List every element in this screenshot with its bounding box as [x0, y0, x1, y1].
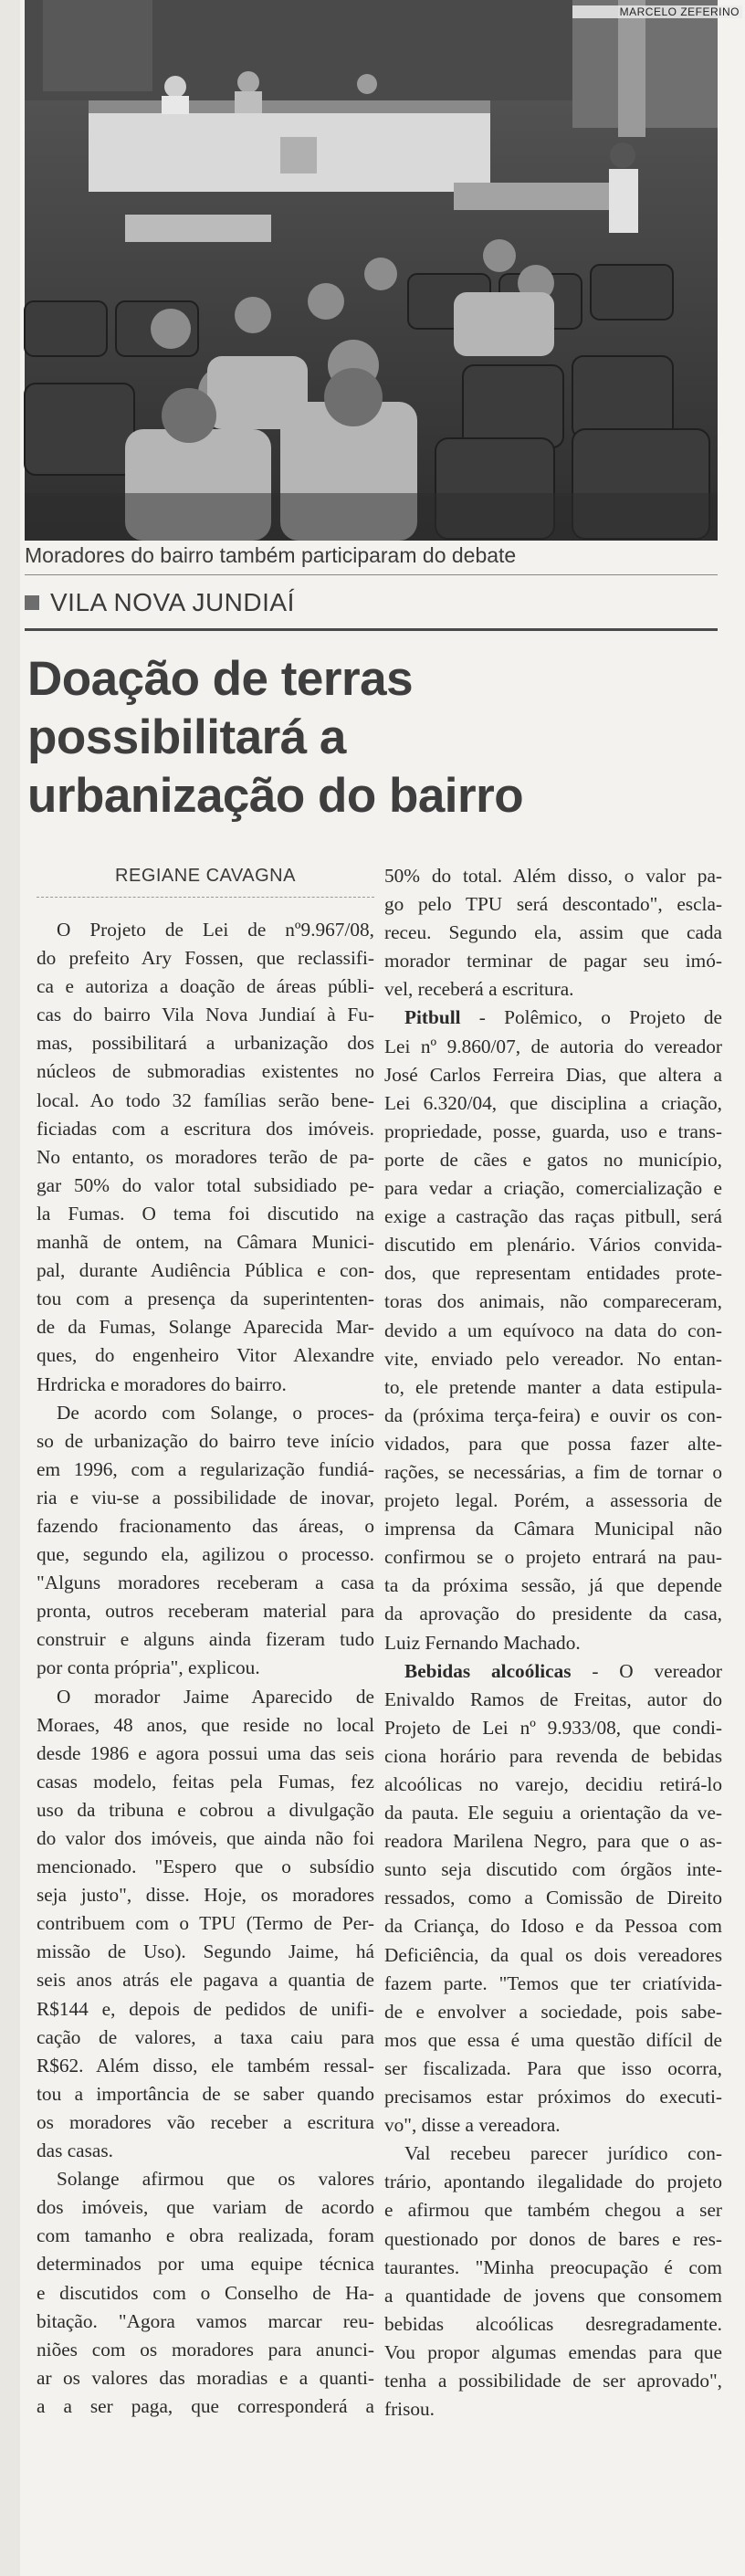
text-line: go pelo TPU será descontado", escla- [384, 893, 722, 916]
text-line: devido a um equívoco na data do con- [384, 1319, 722, 1341]
text-line: vo", disse a vereadora. [384, 2114, 561, 2137]
headline-line: Doação de terras [27, 652, 414, 706]
text-line: No entanto, os moradores terão de pa- [37, 1145, 374, 1168]
text-line: trário, apontando ilegalidade do projeto [384, 2171, 722, 2193]
text-line: receu. Segundo ela, assim que cada [384, 921, 722, 944]
text-line: fazem parte. "Temos que ter criatívida- [384, 1971, 722, 1994]
text-line: Luiz Fernando Machado. [384, 1631, 581, 1654]
text-line: das casas. [37, 2140, 113, 2162]
text-line: "Alguns moradores receberam a casa [37, 1572, 374, 1594]
text-line: dos, que representam entidades prote- [384, 1262, 722, 1285]
text-line: do prefeito Ary Fossen, que reclassifi- [37, 947, 374, 970]
text-line: núcleos de submoradias existentes no [37, 1060, 374, 1083]
text-line: Enivaldo Ramos de Freitas, autor do [384, 1688, 722, 1710]
text-line: Projeto de Lei nº 9.933/08, que condi- [384, 1716, 722, 1739]
text-line: Hrdricka e moradores do bairro. [37, 1372, 287, 1395]
text-line: 50% do total. Além disso, o valor pa- [384, 865, 722, 887]
text-line: Lei 6.320/04, que disciplina a criação, [384, 1091, 722, 1114]
text-line: dos imóveis, que variam de acordo [37, 2196, 374, 2219]
text-line: da aprovação do presidente da casa, [384, 1603, 722, 1625]
subhead-lead: Pitbull [404, 1006, 461, 1029]
text-line: construir e alguns ainda fizeram tudo [37, 1628, 374, 1651]
text-line: sunto seja discutido com órgãos inte- [384, 1858, 722, 1881]
text-line: da (próxima terça-feira) e ouvir os con- [384, 1404, 722, 1426]
text-line: por conta própria", explicou. [37, 1656, 260, 1679]
text-line: ta da próxima sessão, já que depende [384, 1574, 722, 1597]
text-line: discutido em plenário. Vários convida- [384, 1234, 722, 1256]
text-line: tou a importância de se saber quando [37, 2082, 374, 2105]
text-line: Deficiência, da qual os dois vereadores [384, 1943, 722, 1966]
text-line: determinados por uma equipe técnica [37, 2253, 374, 2276]
text-line: pronta, outros receberam material para [37, 1600, 374, 1623]
text-line: alcoólicas no varejo, decidiu retirá-lo [384, 1773, 722, 1795]
photo-caption: Moradores do bairro também participaram do debate [25, 543, 517, 567]
text-line: mos que essa é uma questão difícil de [384, 2028, 722, 2051]
text-line: seis anos atrás ele pagava a quantia de [37, 1969, 374, 1992]
text-line: cas do bairro Vila Nova Jundiaí à Fu- [37, 1004, 374, 1026]
text-line: seja justo", disse. Hoje, os moradores [37, 1884, 374, 1907]
text-line: e afirmou que também chegou a ser [384, 2199, 722, 2222]
text-line: em 1996, com a regularização fundiá- [37, 1457, 374, 1480]
text-line: cação de valores, a taxa caiu para [37, 2025, 374, 2048]
text-line: O morador Jaime Aparecido de [57, 1685, 374, 1708]
text-line: toras dos animais, não compareceram, [384, 1290, 722, 1313]
text-line: do valor dos imóveis, que ainda não foi [37, 1827, 374, 1849]
text-line: Val recebeu parecer jurídico con- [404, 2142, 722, 2165]
page-left-margin [0, 0, 20, 2576]
article-column-right [384, 862, 722, 2424]
text-line: ciona horário para revenda de bebidas [384, 1744, 722, 1767]
text-line: taurantes. "Minha preocupação é com [384, 2255, 722, 2278]
text-line: O Projeto de Lei de nº9.967/08, [57, 919, 374, 941]
article-paragraph [37, 2165, 374, 2421]
text-line: vidados, para que possa fazer alte- [384, 1432, 722, 1455]
text-line: vel, receberá a escritura. [384, 978, 574, 1001]
text-line: ser fiscalizada. Para que isso ocorra, [384, 2056, 722, 2079]
text-line [384, 1004, 722, 1032]
text-line: precisamos estar próximos do executi- [384, 2086, 722, 2108]
text-line: ria e viu-se a possibilidade de inovar, [37, 1486, 374, 1509]
text-line: frisou. [384, 2398, 435, 2421]
section-header [25, 586, 718, 619]
divider [25, 628, 718, 631]
text-line: mencionado. "Espero que o subsídio [37, 1856, 374, 1878]
text-line: casas modelo, feitas pela Fumas, fez [37, 1770, 374, 1793]
text-line: contribuem com o TPU (Termo de Per- [37, 1912, 374, 1935]
text-line: la Fumas. O tema foi discutido na [37, 1202, 374, 1225]
text-line: propriedade, posse, guarda, uso e trans- [384, 1120, 722, 1142]
headline-line: possibilitará a [27, 710, 346, 764]
text-line: missão de Uso). Segundo Jaime, há [37, 1940, 374, 1963]
text-line: ques, do engenheiro Vitor Alexandre [37, 1344, 374, 1367]
text-line: manhã de ontem, na Câmara Munici- [37, 1231, 374, 1254]
text-line: to, ele pretende manter a data estipula- [384, 1375, 722, 1398]
text-line: da Criança, do Idoso e da Pessoa com [384, 1915, 722, 1938]
article-paragraph [384, 862, 722, 1004]
text-line: morador terminar de pagar seu imó- [384, 950, 722, 973]
divider [37, 897, 374, 898]
text-line: questionado por donos de bares e res- [384, 2227, 722, 2250]
text-line: Moraes, 48 anos, que reside no local [37, 1713, 374, 1736]
text-line: ca e autoriza a doação de áreas públi- [37, 975, 374, 998]
subhead-continuation: - Polêmico, o Projeto de [460, 1006, 722, 1029]
section-label: VILA NOVA JUNDIAÍ [50, 588, 295, 616]
article-column-left [37, 916, 374, 2421]
text-line: tenha a possibilidade de ser aprovado", [384, 2369, 722, 2392]
text-line: gar 50% do valor total subsidiado pe- [37, 1173, 374, 1196]
text-line: mas, possibilitará a urbanização dos [37, 1032, 374, 1055]
text-line: R$144 e, depois de pedidos de unifi- [37, 1997, 374, 2020]
article-paragraph [384, 1657, 722, 2140]
text-line: ressados, como a Comissão de Direito [384, 1887, 722, 1909]
subhead-continuation: - O vereador [571, 1659, 722, 1682]
headline-line: urbanização do bairro [27, 769, 524, 823]
text-line: readora Marilena Negro, para que o as- [384, 1830, 722, 1853]
subhead-lead: Bebidas alcoólicas [404, 1659, 572, 1682]
text-line: exige a castração das raças pitbull, será [384, 1205, 722, 1228]
article-paragraph [37, 1399, 374, 1683]
text-line: projeto legal. Porém, a assessoria de [384, 1489, 722, 1512]
article-paragraph [37, 1683, 374, 2166]
text-line: ficiadas com a escritura dos imóveis. [37, 1117, 374, 1140]
text-line: niões com os moradores para anunci- [37, 2338, 374, 2360]
text-line: pal, durante Audiência Pública e con- [37, 1259, 374, 1282]
text-line: fazendo fracionamento das áreas, o [37, 1514, 374, 1537]
text-line: confirmou se o projeto entrará na pau- [384, 1546, 722, 1569]
text-line: a quantidade de jovens que consomem [384, 2284, 722, 2307]
text-line: Lei nº 9.860/07, de autoria do vereador [384, 1035, 722, 1057]
text-line [384, 1657, 722, 1686]
council-chamber-photo [25, 0, 718, 541]
article-photo [25, 0, 740, 541]
divider [25, 574, 718, 575]
text-line: de da Fumas, Solange Aparecida Mar- [37, 1316, 374, 1339]
article-paragraph [384, 1004, 722, 1656]
text-line: Vou propor algumas emendas para que [384, 2340, 722, 2363]
text-line: José Carlos Ferreira Dias, que altera a [384, 1063, 722, 1086]
text-line: bebidas alcoólicas desregradamente. [384, 2312, 722, 2335]
text-line: e discutidos com o Conselho de Ha- [37, 2281, 374, 2304]
text-line: local. Ao todo 32 famílias serão bene- [37, 1088, 374, 1111]
text-line: que, segundo ela, agilizou o processo. [37, 1543, 374, 1566]
text-line: com tamanho e obra realizada, foram [37, 2224, 374, 2247]
text-line: os moradores vão receber a escritura [37, 2110, 374, 2133]
text-line: imprensa da Câmara Municipal não [384, 1518, 722, 1540]
text-line: Solange afirmou que os valores [57, 2168, 374, 2191]
photo-credit: MARCELO ZEFERINO [572, 5, 742, 18]
section-square-icon [25, 595, 39, 610]
text-line: ar os valores das moradias e a quanti- [37, 2366, 374, 2389]
text-line: tou com a presença da superintenten- [37, 1288, 374, 1310]
byline: REGIANE CAVAGNA [115, 866, 296, 886]
text-line: de e envolver a sociedade, pois sabe- [384, 2000, 722, 2023]
text-line: vite, enviado pelo vereador. No entan- [384, 1347, 722, 1370]
headline [27, 650, 666, 825]
text-line: da pauta. Ele seguiu a orientação da ve- [384, 1802, 722, 1824]
text-line: bitação. "Agora vamos marcar reu- [37, 2309, 374, 2332]
text-line: R$62. Além disso, ele também ressal- [37, 2054, 374, 2077]
article-paragraph [384, 2140, 722, 2424]
text-line: uso da tribuna e cobrou a divulgação [37, 1798, 374, 1821]
text-line: a a ser paga, que corresponderá a [37, 2394, 374, 2417]
text-line: porte de cães e gatos no município, [384, 1148, 722, 1171]
text-line: De acordo com Solange, o proces- [57, 1401, 374, 1424]
text-line: so de urbanização do bairro teve início [37, 1429, 374, 1452]
article-paragraph [37, 916, 374, 1399]
text-line: rações, se necessárias, a fim de tornar o [384, 1460, 722, 1483]
text-line: desde 1986 e agora possui uma das seis [37, 1741, 374, 1764]
text-line: para vedar a criação, comercialização e [384, 1177, 722, 1200]
